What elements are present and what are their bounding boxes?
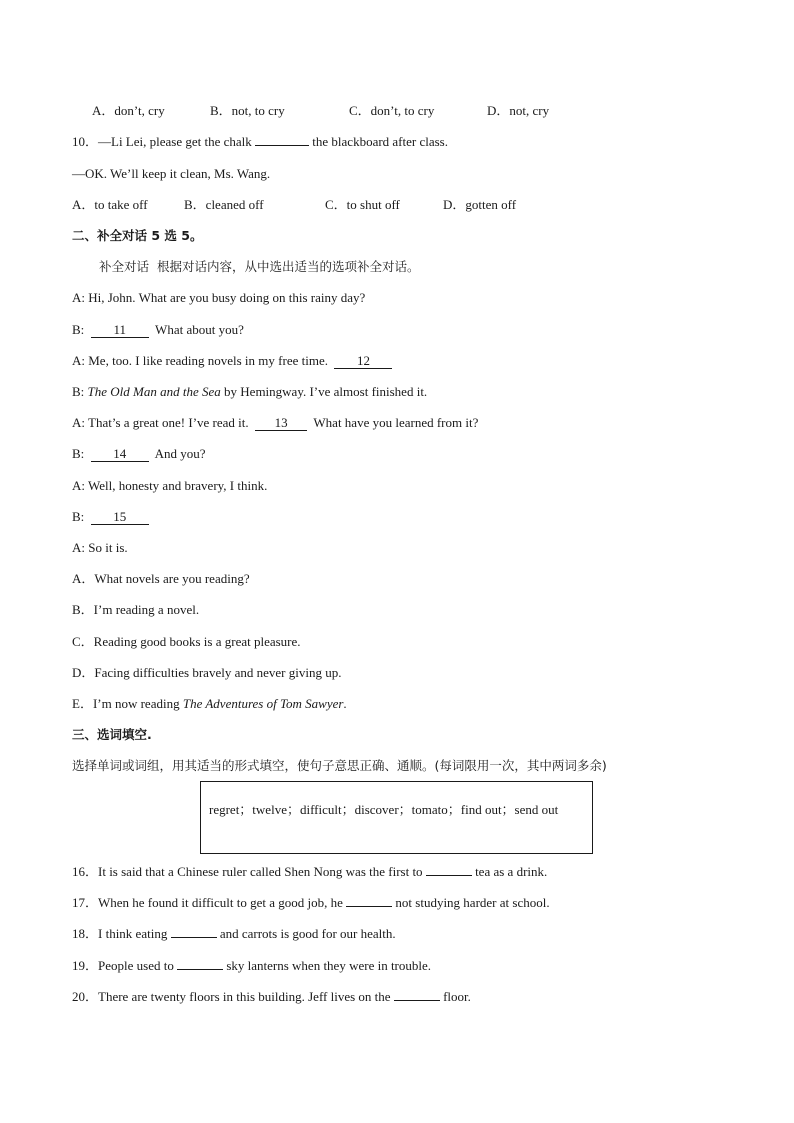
question-20 bbox=[72, 989, 471, 1005]
answer-blank bbox=[394, 1000, 440, 1001]
q10-stem bbox=[72, 134, 448, 150]
section3-heading: 三、选词填空. bbox=[72, 727, 152, 742]
dialogue-text: What about you? bbox=[148, 322, 244, 337]
word-box-list: regret；twelve；difficult；discover；tomato；find out；send out bbox=[209, 802, 559, 817]
question-text: 17．When he found it difficult to get a good job, he bbox=[72, 895, 347, 910]
q9-option-b: B．not, to cry bbox=[210, 103, 285, 118]
dialogue-blank-15: 15 bbox=[91, 510, 149, 525]
q10-blank bbox=[255, 145, 309, 146]
dialogue-speaker: B: bbox=[72, 322, 91, 337]
q10-option-c: C．to shut off bbox=[325, 197, 400, 212]
dialogue-line-3 bbox=[72, 353, 392, 369]
dialogue-line-7: A: Well, honesty and bravery, I think. bbox=[72, 478, 268, 493]
question-text: and carrots is good for our health. bbox=[216, 926, 396, 941]
dialogue-line-5 bbox=[72, 415, 478, 431]
question-text: not studying harder at school. bbox=[392, 895, 550, 910]
choice-c: C．Reading good books is a great pleasure. bbox=[72, 634, 301, 649]
dialogue-line-4 bbox=[72, 384, 427, 400]
question-19 bbox=[72, 958, 431, 974]
question-17 bbox=[72, 895, 550, 911]
dialogue-text: What have you learned from it? bbox=[307, 415, 479, 430]
question-text: 20．There are twenty floors in this building. Jeff lives on the bbox=[72, 989, 394, 1004]
dialogue-speaker: B: bbox=[72, 384, 88, 399]
answer-blank bbox=[177, 969, 223, 970]
dialogue-line-9: A: So it is. bbox=[72, 540, 128, 555]
q10-stem-post: the blackboard after class. bbox=[309, 134, 448, 149]
section3-instruction: 选择单词或词组，用其适当的形式填空，使句子意思正确、通顺。(每词限用一次，其中两词多余) bbox=[72, 758, 607, 773]
question-text: 19．People used to bbox=[72, 958, 178, 973]
dialogue-text: A: Me, too. I like reading novels in my free time. bbox=[72, 353, 335, 368]
dialogue-text: by Hemingway. I’ve almost finished it. bbox=[220, 384, 428, 399]
q10-option-a: A．to take off bbox=[72, 197, 148, 212]
question-text: 18．I think eating bbox=[72, 926, 171, 941]
q10-stem-pre: 10．—Li Lei, please get the chalk bbox=[72, 134, 256, 149]
dialogue-text: And you? bbox=[148, 446, 206, 461]
question-16 bbox=[72, 864, 547, 880]
question-text: sky lanterns when they were in trouble. bbox=[223, 958, 432, 973]
dialogue-line-2 bbox=[72, 322, 244, 338]
section2-heading: 二、补全对话 5 选 5。 bbox=[72, 228, 203, 243]
answer-blank bbox=[426, 875, 472, 876]
dialogue-text: A: That’s a great one! I’ve read it. bbox=[72, 415, 256, 430]
dialogue-line-6 bbox=[72, 446, 206, 462]
word-box bbox=[200, 781, 593, 854]
dialogue-speaker: B: bbox=[72, 509, 91, 524]
choice-a: A．What novels are you reading? bbox=[72, 571, 250, 586]
q9-option-a: A．don’t, cry bbox=[92, 103, 165, 118]
dialogue-speaker: B: bbox=[72, 446, 91, 461]
book-title: The Adventures of Tom Sawyer bbox=[182, 696, 344, 711]
q9-option-c: C．don’t, to cry bbox=[349, 103, 435, 118]
dialogue-blank-13: 13 bbox=[255, 416, 307, 431]
choice-e bbox=[72, 696, 347, 712]
q10-reply: —OK. We’ll keep it clean, Ms. Wang. bbox=[72, 166, 271, 181]
q10-option-d: D．gotten off bbox=[443, 197, 517, 212]
q10-option-b: B．cleaned off bbox=[184, 197, 264, 212]
q9-option-d: D．not, cry bbox=[487, 103, 550, 118]
dialogue-blank-14: 14 bbox=[91, 447, 149, 462]
dialogue-line-8 bbox=[72, 509, 149, 525]
question-text: 16．It is said that a Chinese ruler called Shen Nong was the first to bbox=[72, 864, 426, 879]
dialogue-line-1: A: Hi, John. What are you busy doing on this rainy day? bbox=[72, 290, 366, 305]
choice-b: B．I’m reading a novel. bbox=[72, 602, 200, 617]
dialogue-blank-12: 12 bbox=[334, 354, 392, 369]
answer-blank bbox=[346, 906, 392, 907]
choice-d: D．Facing difficulties bravely and never giving up. bbox=[72, 665, 342, 680]
question-text: floor. bbox=[439, 989, 471, 1004]
section2-instruction: 补全对话 根据对话内容，从中选出适当的选项补全对话。 bbox=[99, 259, 420, 274]
choice-e-text: E．I’m now reading bbox=[72, 696, 183, 711]
question-18 bbox=[72, 926, 396, 942]
answer-blank bbox=[171, 937, 217, 938]
choice-e-end: . bbox=[343, 696, 347, 711]
dialogue-blank-11: 11 bbox=[91, 323, 149, 338]
book-title: The Old Man and the Sea bbox=[87, 384, 221, 399]
question-text: tea as a drink. bbox=[471, 864, 548, 879]
